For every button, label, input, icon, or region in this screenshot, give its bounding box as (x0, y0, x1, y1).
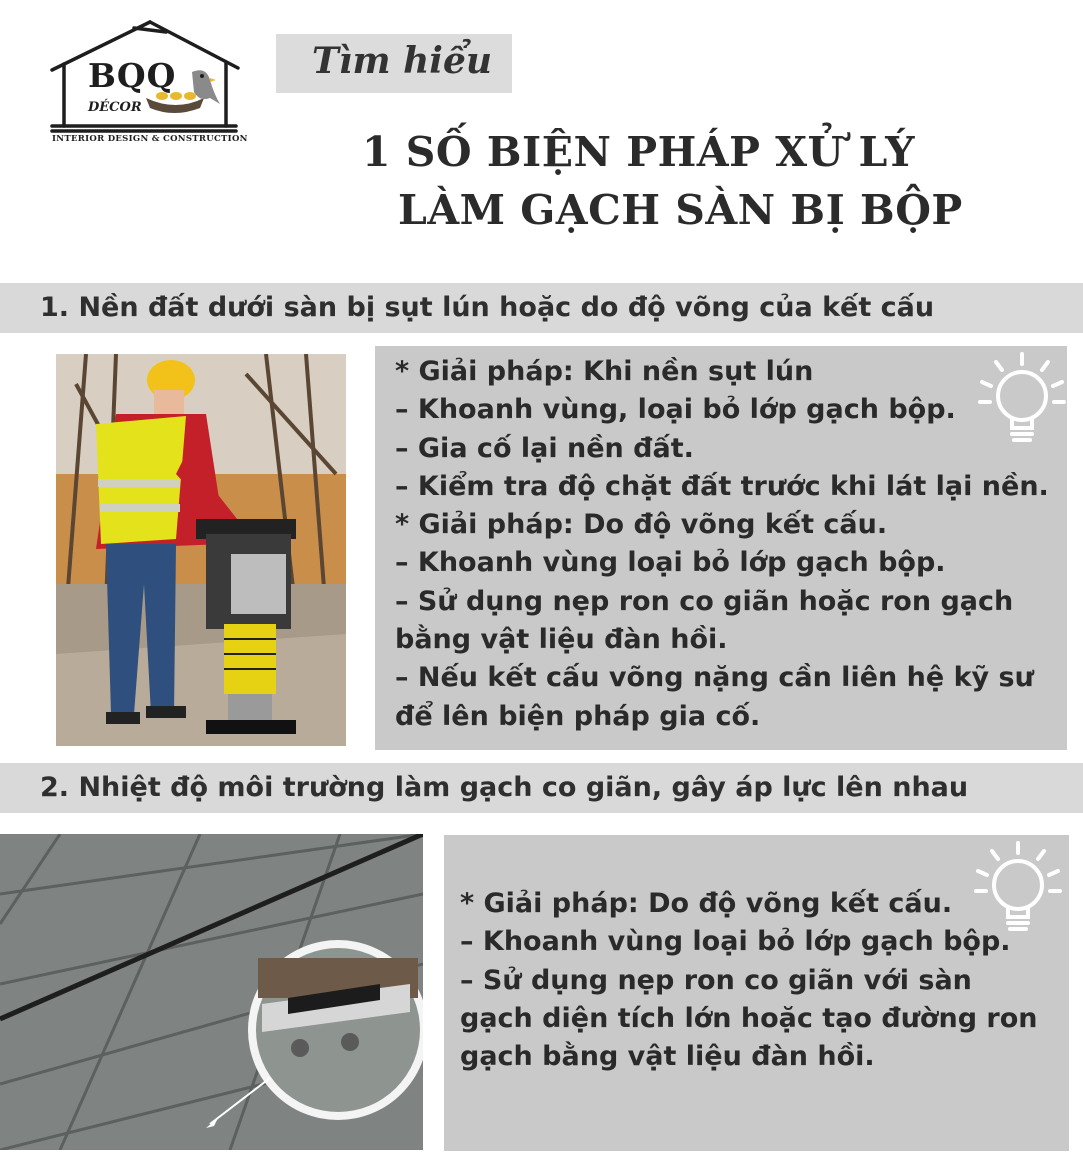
section-2-heading-bar (0, 763, 1083, 813)
logo-tagline: INTERIOR DESIGN & CONSTRUCTION (52, 134, 248, 144)
logo-brand: BQQ (88, 56, 177, 95)
solution-line: – Kiểm tra độ chặt đất trước khi lát lại nền. (395, 470, 1049, 502)
tile-expansion-joint-photo (0, 834, 423, 1150)
worker-compactor-photo (56, 354, 346, 746)
solution-line: – Khoanh vùng loại bỏ lớp gạch bộp. (395, 547, 946, 579)
section-2-heading: 2. Nhiệt độ môi trường làm gạch co giãn, gây áp lực lên nhau (40, 772, 969, 803)
solution-line: – Sử dụng nẹp ron co giãn hoặc ron gạch (395, 585, 1014, 617)
solution-line: – Khoanh vùng, loại bỏ lớp gạch bộp. (395, 394, 956, 426)
logo-sub: DÉCOR (88, 100, 142, 115)
solution-line: – Nếu kết cấu võng nặng cần liên hệ kỹ sư (395, 662, 1034, 694)
solution-line: – Khoanh vùng loại bỏ lớp gạch bộp. (460, 926, 1011, 958)
solution-line: để lên biện pháp gia cố. (395, 700, 761, 732)
solution-line: * Giải pháp: Do độ võng kết cấu. (460, 888, 953, 919)
section-2-solution-list (460, 885, 1038, 1076)
solution-line: * Giải pháp: Khi nền sụt lún (395, 356, 814, 387)
solution-line: gạch bằng vật liệu đàn hồi. (460, 1041, 875, 1073)
section-1-solution-box (375, 346, 1067, 750)
page-title-line-1: 1 SỐ BIỆN PHÁP XỬ LÝ (362, 128, 916, 176)
section-1-heading: 1. Nền đất dưới sàn bị sụt lún hoặc do độ võng của kết cấu (40, 292, 935, 323)
solution-line: – Gia cố lại nền đất. (395, 432, 694, 464)
brand-logo (50, 18, 248, 148)
section-1-heading-bar (0, 283, 1083, 333)
solution-line: * Giải pháp: Do độ võng kết cấu. (395, 509, 888, 541)
page-title-line-2: LÀM GẠCH SÀN BỊ BỘP (398, 186, 963, 234)
section-1-solution-list (395, 353, 1049, 736)
solution-line: – Sử dụng nẹp ron co giãn với sàn (460, 964, 972, 996)
kicker-text: Tìm hiểu (312, 40, 493, 82)
solution-line: gạch diện tích lớn hoặc tạo đường ron (460, 1002, 1038, 1034)
section-2-solution-box (444, 835, 1069, 1151)
kicker-label (276, 34, 512, 93)
solution-line: bằng vật liệu đàn hồi. (395, 624, 728, 656)
